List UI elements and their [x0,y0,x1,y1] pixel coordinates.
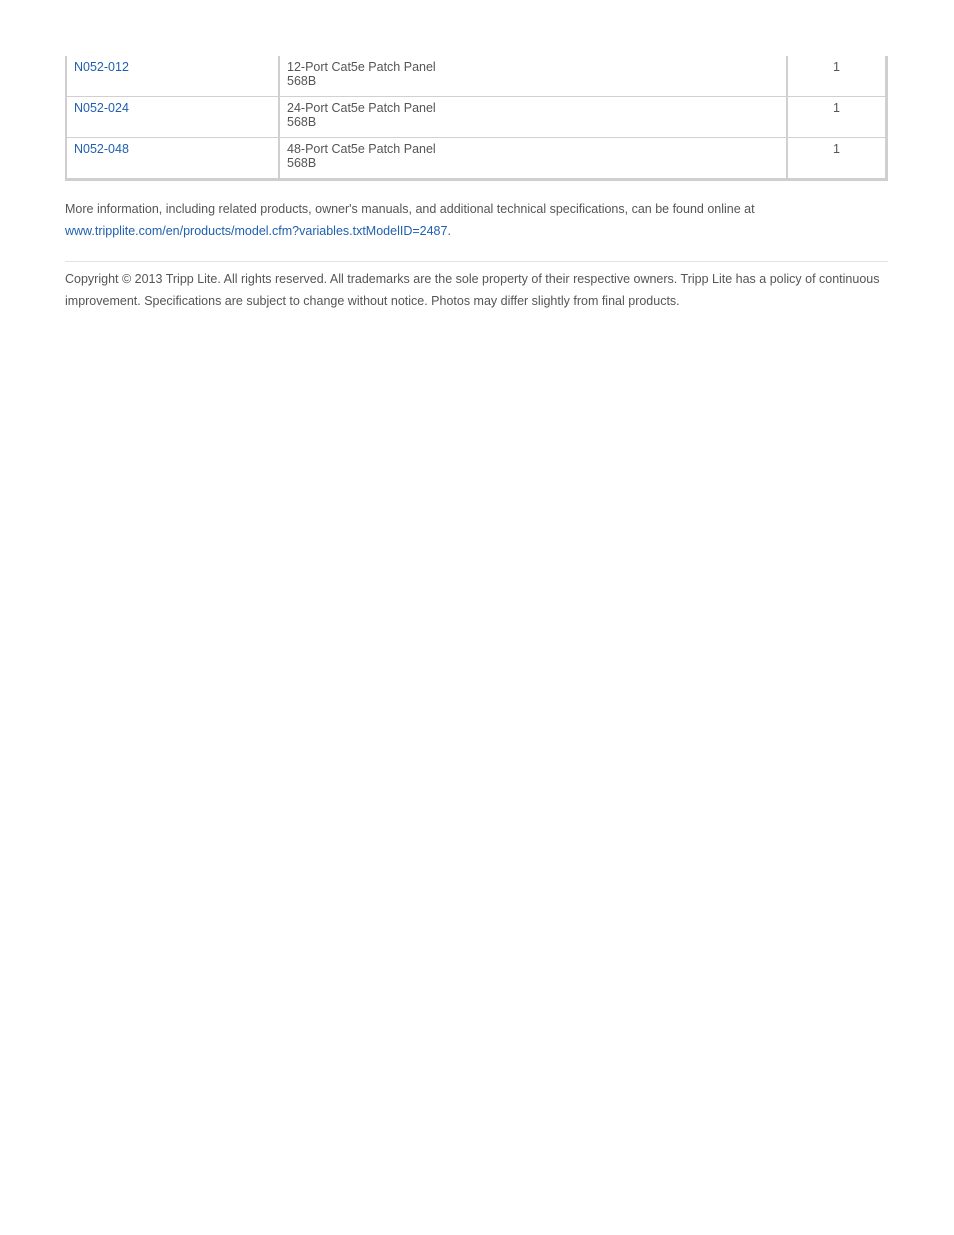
model-cell [67,138,280,178]
description-line: 12-Port Cat5e Patch Panel [287,60,436,74]
table-row [67,56,885,97]
model-link[interactable]: N052-012 [74,60,129,74]
more-info-paragraph [65,198,888,242]
document-page [65,56,888,312]
description-line: 568B [287,115,317,129]
divider [65,261,888,262]
more-info-text: More information, including related products, owner's manuals, and additional technical specifications, can be found online at [65,202,755,216]
quantity-cell: 1 [833,142,840,156]
accessories-table [65,56,888,181]
model-cell [67,97,280,138]
description-line: 568B [287,74,317,88]
model-link[interactable]: N052-024 [74,101,129,115]
description-line: 568B [287,156,317,170]
description-line: 24-Port Cat5e Patch Panel [287,101,436,115]
copyright-notice: Copyright © 2013 Tripp Lite. All rights reserved. All trademarks are the sole property of their respective owners. Tripp Lite has a policy of continuous improvement. Specifications are subject to change without notice. Photos may differ slightly from final products. [65,272,880,308]
model-cell [67,56,280,97]
quantity-cell: 1 [788,97,885,138]
description-line: 48-Port Cat5e Patch Panel [287,142,436,156]
more-info-trailing: . [447,224,451,238]
description-cell [280,97,788,138]
description-cell [280,138,788,178]
quantity-cell: 1 [788,56,885,97]
product-page-link[interactable]: www.tripplite.com/en/products/model.cfm?variables.txtModelID=2487 [65,224,448,238]
model-link[interactable]: N052-048 [74,142,129,156]
description-cell [280,56,788,97]
table-row [67,97,885,138]
table-row [67,138,885,178]
